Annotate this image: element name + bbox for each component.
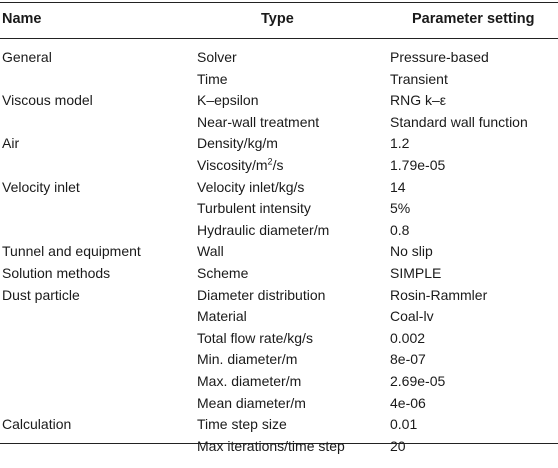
table-row xyxy=(0,198,558,220)
header-type: Type xyxy=(261,11,294,27)
type-cell: Total flow rate/kg/s xyxy=(197,329,313,346)
type-cell: Time xyxy=(197,70,228,87)
value-cell: 8e-07 xyxy=(390,351,426,368)
name-cell: Solution methods xyxy=(2,264,111,281)
type-cell: Min. diameter/m xyxy=(197,351,298,368)
type-cell: Near-wall treatment xyxy=(197,113,320,130)
table-row xyxy=(0,285,558,307)
value-cell: Pressure-based xyxy=(390,49,489,65)
table-body xyxy=(0,47,558,457)
name-cell: Dust particle xyxy=(2,286,80,303)
table-row xyxy=(0,241,558,263)
value-cell: 1.2 xyxy=(390,135,410,152)
type-cell: Solver xyxy=(197,49,237,65)
name-cell: Velocity inlet xyxy=(2,178,80,195)
table-row xyxy=(0,393,558,415)
value-cell: 5% xyxy=(390,200,411,217)
table-row xyxy=(0,371,558,393)
table-row xyxy=(0,177,558,199)
table-row xyxy=(0,328,558,350)
table-top-rule xyxy=(0,2,558,3)
header-parameter-setting: Parameter setting xyxy=(412,11,535,27)
table-row xyxy=(0,349,558,371)
type-cell: Density/kg/m xyxy=(197,135,278,152)
value-cell: Transient xyxy=(390,70,448,87)
value-cell: 0.01 xyxy=(390,416,418,433)
type-cell: Velocity inlet/kg/s xyxy=(197,178,305,195)
type-cell xyxy=(197,155,283,177)
name-cell: Viscous model xyxy=(2,92,93,109)
value-cell: 20 xyxy=(390,437,406,454)
table-row xyxy=(0,90,558,112)
type-cell: K–epsilon xyxy=(197,92,259,109)
type-suffix: /s xyxy=(272,156,284,173)
table-row xyxy=(0,47,558,69)
type-superscript: 2 xyxy=(267,156,273,167)
value-cell: 0.8 xyxy=(390,221,410,238)
table-row xyxy=(0,220,558,242)
value-cell: Coal-lv xyxy=(390,308,434,325)
type-cell: Time step size xyxy=(197,416,287,433)
table-row xyxy=(0,155,558,177)
type-prefix: Viscosity/m xyxy=(197,156,268,173)
value-cell: No slip xyxy=(390,243,433,260)
type-cell: Hydraulic diameter/m xyxy=(197,221,330,238)
type-cell: Max. diameter/m xyxy=(197,372,302,389)
type-cell: Turbulent intensity xyxy=(197,200,311,217)
name-cell: General xyxy=(2,49,52,65)
table-row xyxy=(0,263,558,285)
type-cell: Max iterations/time step xyxy=(197,437,345,454)
table-row xyxy=(0,306,558,328)
table-bottom-rule xyxy=(0,443,558,444)
table-row xyxy=(0,69,558,91)
value-cell: SIMPLE xyxy=(390,264,442,281)
value-cell: 2.69e-05 xyxy=(390,372,446,389)
header-name: Name xyxy=(2,11,42,27)
type-cell: Mean diameter/m xyxy=(197,394,306,411)
table-row xyxy=(0,436,558,458)
value-cell: 4e-06 xyxy=(390,394,426,411)
value-cell: RNG k–ε xyxy=(390,92,447,109)
type-cell: Diameter distribution xyxy=(197,286,326,303)
value-cell: Standard wall function xyxy=(390,113,528,130)
type-cell: Scheme xyxy=(197,264,249,281)
table-row xyxy=(0,133,558,155)
name-cell: Calculation xyxy=(2,416,72,433)
type-cell: Wall xyxy=(197,243,224,260)
value-cell: Rosin-Rammler xyxy=(390,286,488,303)
value-cell: 0.002 xyxy=(390,329,426,346)
value-cell: 1.79e-05 xyxy=(390,156,446,173)
name-cell: Tunnel and equipment xyxy=(2,243,141,260)
type-cell: Material xyxy=(197,308,247,325)
table-row xyxy=(0,414,558,436)
table-row xyxy=(0,112,558,134)
value-cell: 14 xyxy=(390,178,406,195)
name-cell: Air xyxy=(2,135,20,152)
header-rule xyxy=(0,38,558,39)
